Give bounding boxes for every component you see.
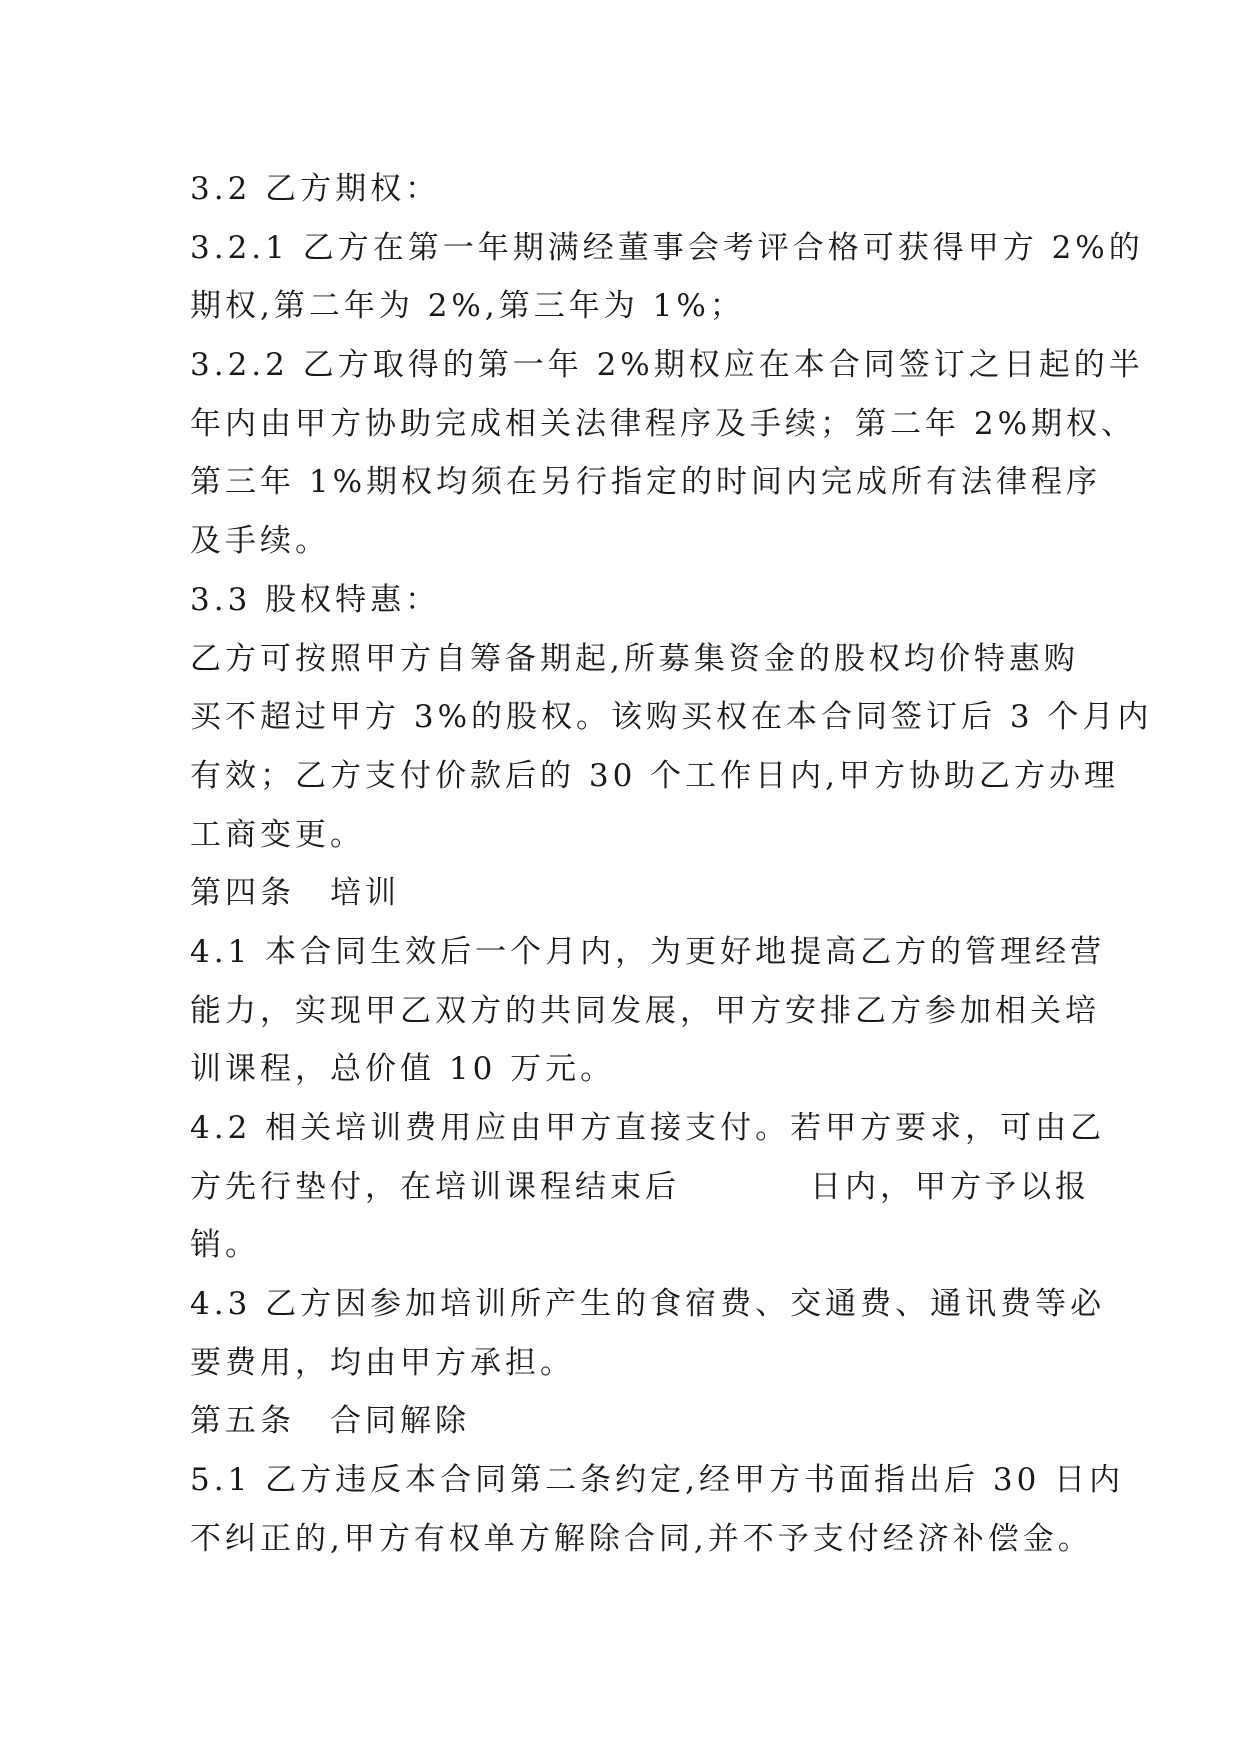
article-5-heading: 第五条 合同解除 [190,1403,470,1440]
clause-3-3-line-4: 工商变更。 [190,816,365,853]
clause-3-2-1-line-1: 3.2.1 乙方在第一年期满经董事会考评合格可获得甲方 2%的 [190,229,1144,266]
article-4-heading: 第四条 培训 [190,875,400,912]
clause-3-3-line-2: 买不超过甲方 3%的股权。该购买权在本合同签订后 3 个月内 [190,699,1153,736]
clause-4-2-line-1: 4.2 相关培训费用应由甲方直接支付。若甲方要求，可由乙 [190,1110,1106,1146]
clause-4-3-line-2: 要费用，均由甲方承担。 [190,1344,575,1381]
clause-3-3-line-3: 有效；乙方支付价款后的 30 个工作日内,甲方协助乙方办理 [190,757,1120,794]
clause-3-2-2-line-2: 年内由甲方协助完成相关法律程序及手续；第二年 2%期权、 [190,405,1137,442]
clause-4-2-line-2-end: 日内，甲方予以报 [810,1168,1090,1205]
clause-5-1-line-2: 不纠正的,甲方有权单方解除合同,并不予支付经济补偿金。 [190,1520,1093,1557]
clause-4-1-line-2: 能力，实现甲乙双方的共同发展，甲方安排乙方参加相关培 [190,992,1100,1029]
clause-3-2-heading: 3.2 乙方期权： [190,171,441,207]
clause-3-2-1-line-2: 期权,第二年为 2%,第三年为 1%； [190,288,745,325]
clause-3-2-2-line-1: 3.2.2 乙方取得的第一年 2%期权应在本合同签订之日起的半 [190,347,1144,384]
clause-4-1-line-3: 训课程，总价值 10 万元。 [190,1051,616,1088]
clause-3-3-line-1: 乙方可按照甲方自筹备期起,所募集资金的股权均价特惠购 [190,640,1079,677]
clause-4-1-line-1: 4.1 本合同生效后一个月内，为更好地提高乙方的管理经营 [190,933,1106,970]
clause-4-2-line-2-start: 方先行垫付，在培训课程结束后 [190,1168,680,1205]
clause-5-1-line-1: 5.1 乙方违反本合同第二条约定,经甲方书面指出后 30 日内 [190,1462,1125,1499]
clause-4-3-line-1: 4.3 乙方因参加培训所产生的食宿费、交通费、通讯费等必 [190,1286,1106,1323]
clause-4-2-line-2 [190,1158,1090,1217]
clause-3-2-2-line-4: 及手续。 [190,523,330,560]
clause-3-2-2-line-3: 第三年 1%期权均须在另行指定的时间内完成所有法律程序 [190,464,1102,501]
clause-3-3-heading: 3.3 股权特惠： [190,581,441,618]
contract-body [190,160,1153,1569]
clause-4-2-line-3: 销。 [190,1227,260,1264]
